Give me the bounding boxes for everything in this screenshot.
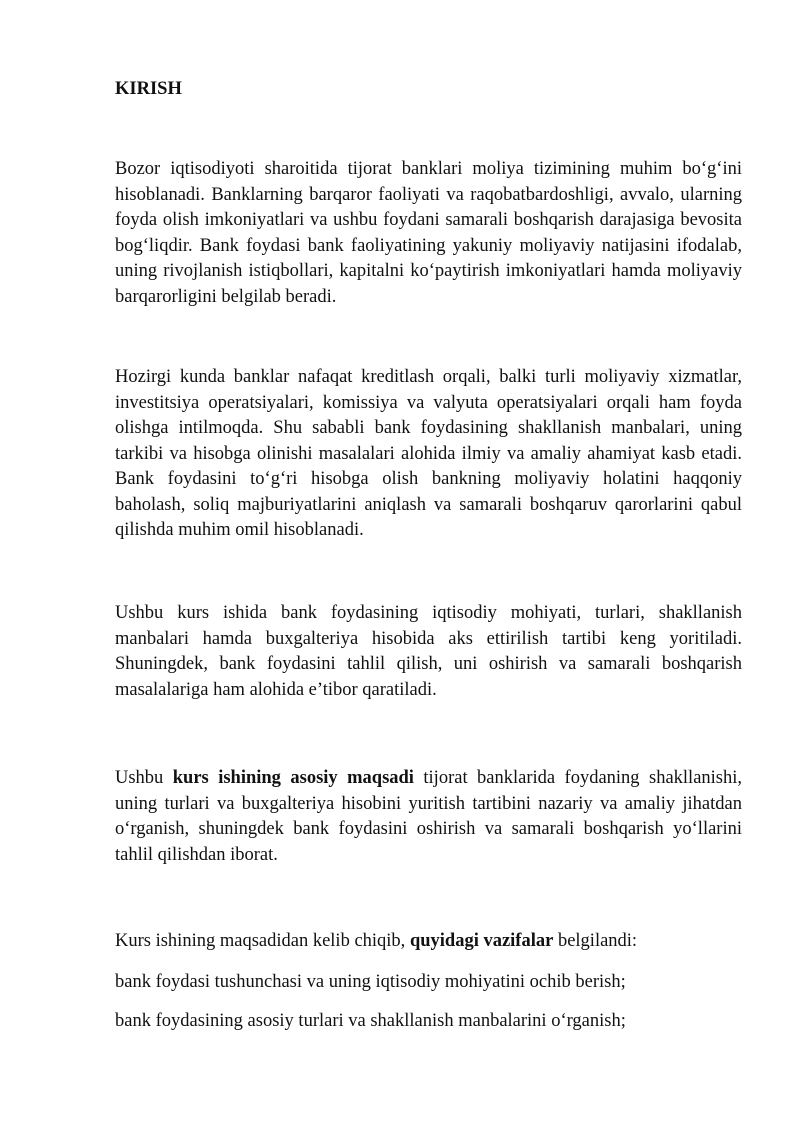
tasks-intro-bold: quyidagi vazifalar [409,931,554,951]
tasks-intro-after: belgilandi: [553,931,638,951]
tasks-intro-before: Kurs ishining maqsadidan kelib chiqib, [115,931,410,951]
goal-text-before: Ushbu [115,768,173,788]
goal-bold-phrase: kurs ishining asosiy maqsadi [172,768,414,788]
goal-paragraph [115,766,742,868]
task-item: bank foydasining asosiy turlari va shakllanish manbalarini o‘rganish; [115,1011,626,1031]
task-item: bank foydasi tushunchasi va uning iqtisodiy mohiyatini ochib berish; [115,972,626,992]
goal-text-after: tijorat banklarida foydaning shakllanishi, uning turlari va buxgalteriya hisobini yuritish tartibini nazariy va amaliy jihatdan o‘rganish, shuningdek bank foydasini oshirish va samarali boshqarish yo‘llarini tahlil qilishdan iborat. [115,768,743,865]
intro-paragraph-2: Hozirgi kunda banklar nafaqat kreditlash orqali, balki turli moliyaviy xizmatlar, investitsiya operatsiyalari, komissiya va valyuta operatsiyalari orqali ham foyda olishga intilmoqda. Shu sababli bank foydasining shakllanish manbalari, uning tarkibi va hisobga olinishi masalalari alohida ilmiy va amaliy ahamiyat kasb etadi. Bank foydasini to‘g‘ri hisobga olish bankning moliyaviy holatini haqqoniy baholash, soliq majburiyatlarini aniqlash va samarali boshqaruv qarorlarini qabul qilishda muhim omil hisoblanadi. [115,367,742,540]
intro-paragraph-3: Ushbu kurs ishida bank foydasining iqtisodiy mohiyati, turlari, shakllanish manbalari hamda buxgalteriya hisobida aks ettirilish tartibi keng yoritiladi. Shuningdek, bank foydasini tahlil qilish, uni oshirish va samarali boshqarish masalalariga ham alohida e’tibor qaratiladi. [115,603,742,700]
intro-paragraph-1: Bozor iqtisodiyoti sharoitida tijorat banklari moliya tizimining muhim bo‘g‘ini hisoblanadi. Banklarning barqaror faoliyati va raqobatbardoshligi, avvalo, ularning foyda olish imkoniyatlari va ushbu foydani samarali boshqarish darajasiga bevosita bog‘liqdir. Bank foydasi bank faoliyatining yakuniy moliyaviy natijasini ifodalab, uning rivojlanish istiqbollari, kapitalni ko‘paytirish imkoniyatlari hamda moliyaviy barqarorligini belgilab beradi. [115,159,742,307]
tasks-intro [115,929,742,955]
section-heading: KIRISH [115,79,182,99]
